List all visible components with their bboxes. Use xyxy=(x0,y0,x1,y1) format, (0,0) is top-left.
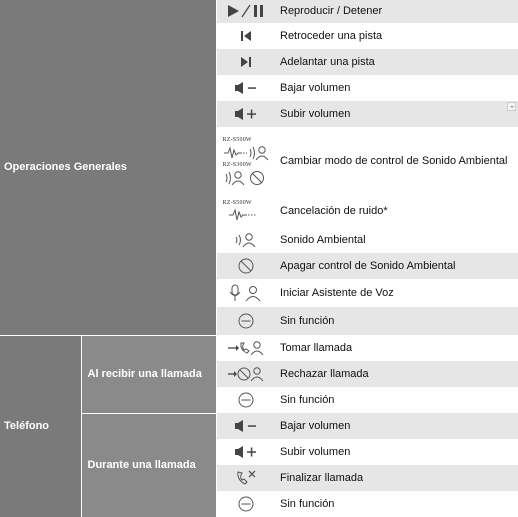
ambient-off-icon xyxy=(216,253,276,279)
no-function-icon xyxy=(216,307,276,335)
expand-toggle[interactable] xyxy=(507,102,516,111)
previous-track-icon xyxy=(216,23,276,49)
subcategory-during-call: Durante una llamada xyxy=(81,413,216,517)
no-function-icon xyxy=(216,387,276,413)
row-label: Tomar llamada xyxy=(276,335,518,361)
row-label: Subir volumen xyxy=(276,439,518,465)
row-label: Rechazar llamada xyxy=(276,361,518,387)
category-phone: Teléfono xyxy=(0,335,81,517)
row-label: Sin función xyxy=(276,491,518,517)
row-label: Bajar volumen xyxy=(276,413,518,439)
noise-cancel-icon xyxy=(216,196,276,227)
row-label: Reproducir / Detener xyxy=(276,0,518,23)
ambient-mode-cycle-icon xyxy=(216,127,276,196)
model-label: RZ-S500W xyxy=(222,136,252,143)
answer-call-icon xyxy=(216,335,276,361)
row-label: Bajar volumen xyxy=(276,75,518,101)
end-call-icon xyxy=(216,465,276,491)
category-general: Operaciones Generales xyxy=(0,0,216,335)
row-label: Sonido Ambiental xyxy=(276,227,518,253)
no-function-icon xyxy=(216,491,276,517)
play-pause-icon xyxy=(216,0,276,23)
row-label: Iniciar Asistente de Voz xyxy=(276,279,518,307)
row-label: Sin función xyxy=(276,307,518,335)
row-label: Retroceder una pista xyxy=(276,23,518,49)
volume-up-icon xyxy=(216,101,276,127)
volume-up-icon xyxy=(216,439,276,465)
reject-call-icon xyxy=(216,361,276,387)
row-label: Sin función xyxy=(276,387,518,413)
row-label: Finalizar llamada xyxy=(276,465,518,491)
volume-down-icon xyxy=(216,75,276,101)
model-label: RZ-S300W xyxy=(222,161,252,168)
voice-assistant-icon xyxy=(216,279,276,307)
row-label: Adelantar una pista xyxy=(276,49,518,75)
subcategory-incoming-call: Al recibir una llamada xyxy=(81,335,216,413)
ambient-sound-icon xyxy=(216,227,276,253)
row-label: Subir volumen xyxy=(276,101,518,127)
row-label: Cancelación de ruido* xyxy=(276,196,518,227)
row-label: Cambiar modo de control de Sonido Ambiental xyxy=(276,127,518,196)
next-track-icon xyxy=(216,49,276,75)
volume-down-icon xyxy=(216,413,276,439)
model-label: RZ-S500W xyxy=(222,200,252,206)
row-label: Apagar control de Sonido Ambiental xyxy=(276,253,518,279)
